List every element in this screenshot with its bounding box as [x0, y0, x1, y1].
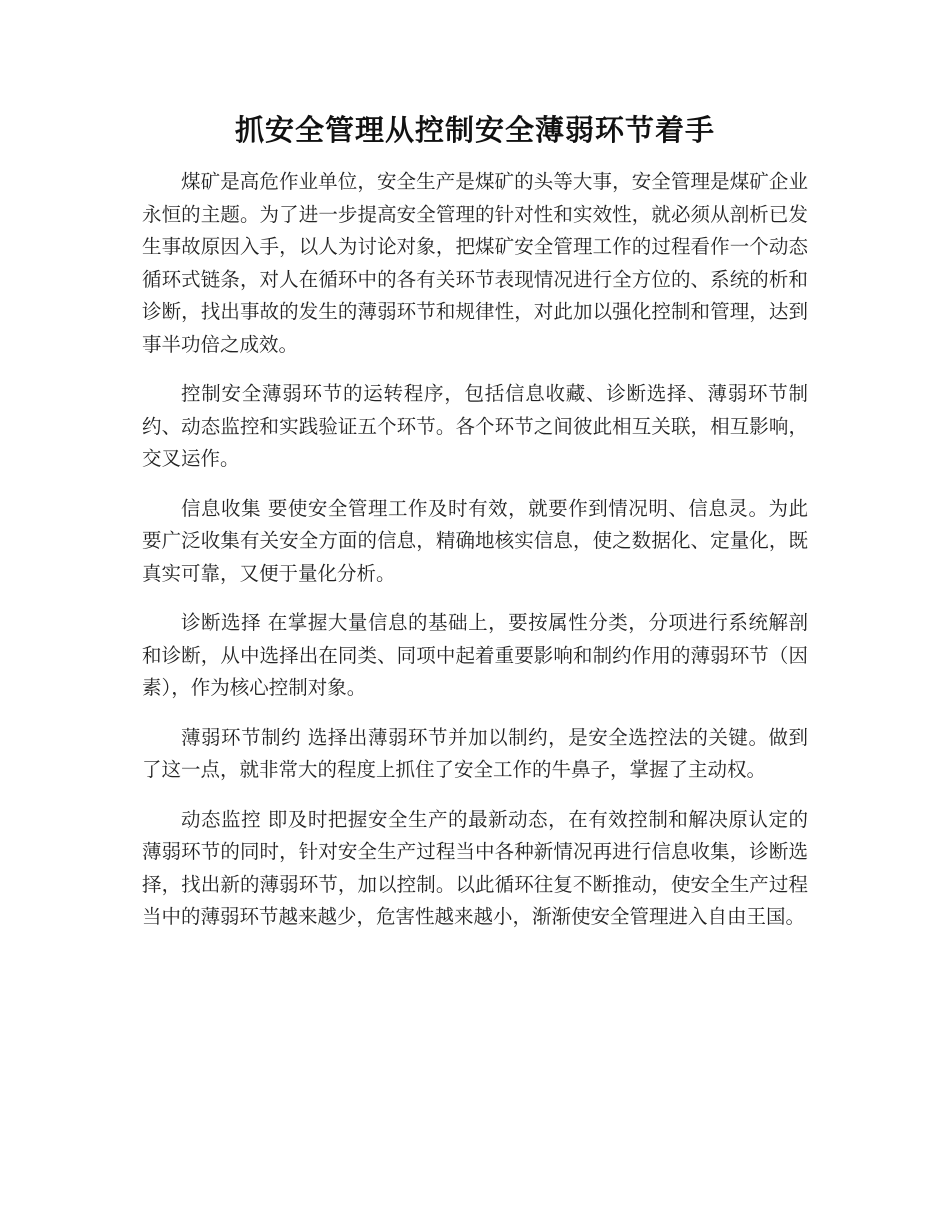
- paragraph-diagnosis-selection: 诊断选择 在掌握大量信息的基础上，要按属性分类，分项进行系统解剖和诊断，从中选择出在同类、同项中起着重要影响和制约作用的薄弱环节（因素），作为核心控制对象。: [142, 611, 808, 699]
- paragraph-procedure: 控制安全薄弱环节的运转程序，包括信息收藏、诊断选择、薄弱环节制约、动态监控和实践验证五个环节。各个环节之间彼此相互关联，相互影响，交叉运作。: [142, 382, 808, 470]
- document-body: [142, 166, 808, 951]
- paragraph-information-collection: 信息收集 要使安全管理工作及时有效，就要作到情况明、信息灵。为此要广泛收集有关安全方面的信息，精确地核实信息，使之数据化、定量化，既真实可靠，又便于量化分析。: [142, 496, 808, 585]
- paragraph-dynamic-monitoring: 动态监控 即及时把握安全生产的最新动态，在有效控制和解决原认定的薄弱环节的同时，针对安全生产过程当中各种新情况再进行信息收集，诊断选择，找出新的薄弱环节，加以控制。以此循环往复不断推动，使安全生产过程当中的薄弱环节越来越少，危害性越来越小，渐渐使安全管理进入自由王国。: [142, 807, 808, 928]
- document-title: 抓安全管理从控制安全薄弱环节着手: [234, 113, 715, 147]
- paragraph-weak-link-control: 薄弱环节制约 选择出薄弱环节并加以制约，是安全选控法的关键。做到了这一点，就非常大的程度上抓住了安全工作的牛鼻子，掌握了主动权。: [142, 725, 808, 781]
- paragraph-intro: 煤矿是高危作业单位，安全生产是煤矿的头等大事，安全管理是煤矿企业永恒的主题。为了进一步提高安全管理的针对性和实效性，就必须从剖析已发生事故原因入手，以人为讨论对象，把煤矿安全管理工作的过程看作一个动态循环式链条，对人在循环中的各有关环节表现情况进行全方位的、系统的析和诊断，找出事故的发生的薄弱环节和规律性，对此加以强化控制和管理，达到事半功倍之成效。: [142, 170, 808, 356]
